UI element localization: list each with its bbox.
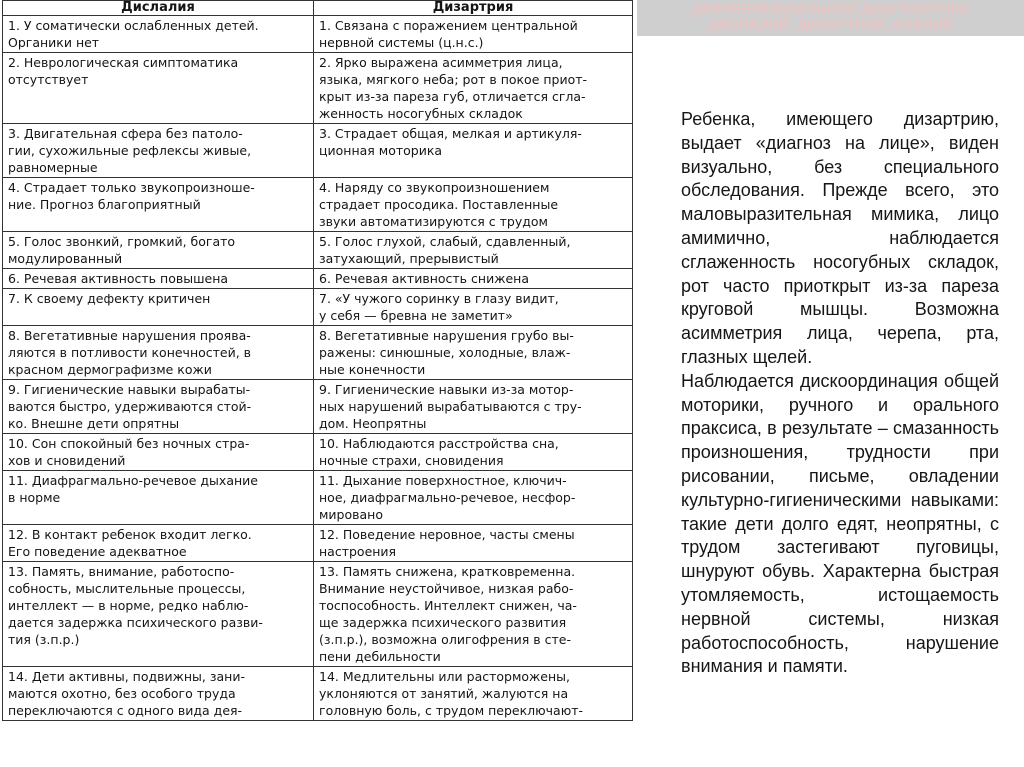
- cell-dyslalia: 9. Гигиенические навыки вырабаты- ваются быстро, удерживаются стой- ко. Внешне дети опрятны: [3, 380, 314, 434]
- comparison-table: [2, 0, 633, 721]
- cell-dyslalia: 4. Страдает только звукопроизноше- ние. Прогноз благоприятный: [3, 178, 314, 232]
- cell-dysarthria: 8. Вегетативные нарушения грубо вы- ражены: синюшные, холодные, влаж- ные конечности: [314, 326, 633, 380]
- table-row: [3, 269, 633, 289]
- table-row: [3, 434, 633, 471]
- cell-dysarthria: 1. Связана с поражением центральной нервной системы (ц.н.с.): [314, 16, 633, 53]
- cell-dyslalia: 11. Диафрагмально-речевое дыхание в норме: [3, 471, 314, 525]
- cell-dyslalia: 13. Память, внимание, работоспо- собность, мыслительные процессы, интеллект — в норме, редко наблю- дается задержка психического разви- тия (з.п.р.): [3, 562, 314, 667]
- table-row: [3, 326, 633, 380]
- table-row: [3, 178, 633, 232]
- column-header-dyslalia: Дислалия: [3, 1, 314, 16]
- table-row: [3, 16, 633, 53]
- cell-dysarthria: 13. Память снижена, кратковременна. Внимание неустойчивое, низкая рабо- тоспособность. Интеллект снижен, ча- ще задержка психического развития (з.п.р.), возможна олигофрения в сте- пени дебильности: [314, 562, 633, 667]
- table-body: [3, 16, 633, 721]
- table-row: [3, 124, 633, 178]
- table-header-row: [3, 1, 633, 16]
- cell-dyslalia: 7. К своему дефекту критичен: [3, 289, 314, 326]
- description-paragraph-1: Ребенка, имеющего дизартрию, выдает «диагноз на лице», виден визуально, без специального обследования. Прежде всего, это маловыразительная мимика, лицо амимично, наблюдается сглаженность носогубных складок, рот часто приоткрыт из-за пареза круговой мышцы. Возможна асимметрия лица, черепа, рта, глазных щелей.: [681, 109, 999, 367]
- cell-dyslalia: 6. Речевая активность повышена: [3, 269, 314, 289]
- table-row: [3, 525, 633, 562]
- cell-dysarthria: 7. «У чужого соринку в глазу видит, у себя — бревна не заметит»: [314, 289, 633, 326]
- cell-dysarthria: 9. Гигиенические навыки из-за мотор- ных нарушений вырабатываются с тру- дом. Неопрятны: [314, 380, 633, 434]
- cell-dysarthria: 5. Голос глухой, слабый, сдавленный, затухающий, прерывистый: [314, 232, 633, 269]
- description-paragraph-2: Наблюдается дискоординация общей моторики, ручного и орального праксиса, в результате – смазанность произношения, трудности при рисовании, письме, овладении культурно-гигиеническими навыками: такие дети долго едят, неопрятны, с трудом застегивают пуговицы, шнуруют обувь. Характерна быстрая утомляемость, истощаемость нервной системы, низкая работоспособность, нарушение внимания и памяти.: [681, 370, 999, 677]
- slide-title-line-1: ДИФФЕРЕНЦИАЛЬНАЯ ДИАГНОСТИКА: [692, 2, 969, 18]
- cell-dysarthria: 11. Дыхание поверхностное, ключич- ное, диафрагмально-речевое, несфор- мировано: [314, 471, 633, 525]
- table-row: [3, 289, 633, 326]
- description-text-block: [681, 108, 999, 679]
- cell-dysarthria: 10. Наблюдаются расстройства сна, ночные страхи, сновидения: [314, 434, 633, 471]
- cell-dysarthria: 4. Наряду со звукопроизношением страдает просодика. Поставленные звуки автоматизируются с трудом: [314, 178, 633, 232]
- table-row: [3, 471, 633, 525]
- cell-dyslalia: 12. В контакт ребенок входит легко. Его поведение адекватное: [3, 525, 314, 562]
- column-header-dysarthria: Дизартрия: [314, 1, 633, 16]
- table-row: [3, 53, 633, 124]
- slide-title-banner: [637, 0, 1024, 36]
- table-row: [3, 380, 633, 434]
- cell-dyslalia: 2. Неврологическая симптоматика отсутствует: [3, 53, 314, 124]
- cell-dyslalia: 8. Вегетативные нарушения проява- ляются в потливости конечностей, в красном дермографизме кожи: [3, 326, 314, 380]
- cell-dyslalia: 3. Двигательная сфера без патоло- гии, сухожильные рефлексы живые, равномерные: [3, 124, 314, 178]
- cell-dysarthria: 12. Поведение неровное, часты смены настроения: [314, 525, 633, 562]
- comparison-table-wrapper: [2, 0, 634, 767]
- slide-title-line-2: ДИСЛАЛИЙ, ДИЗАРТРИЙ, АЛАЛИЙ: [707, 18, 954, 34]
- cell-dyslalia: 14. Дети активны, подвижны, зани- маются охотно, без особого труда переключаются с одного вида дея-: [3, 667, 314, 721]
- table-row: [3, 667, 633, 721]
- table-row: [3, 562, 633, 667]
- cell-dyslalia: 10. Сон спокойный без ночных стра- хов и сновидений: [3, 434, 314, 471]
- cell-dysarthria: 14. Медлительны или расторможены, уклоняются от занятий, жалуются на головную боль, с трудом переключают-: [314, 667, 633, 721]
- cell-dysarthria: 3. Страдает общая, мелкая и артикуля- ционная моторика: [314, 124, 633, 178]
- cell-dysarthria: 2. Ярко выражена асимметрия лица, языка, мягкого неба; рот в покое приот- крыт из-за пареза губ, отличается сгла- женность носогубных складок: [314, 53, 633, 124]
- cell-dysarthria: 6. Речевая активность снижена: [314, 269, 633, 289]
- cell-dyslalia: 1. У соматически ослабленных детей. Органики нет: [3, 16, 314, 53]
- cell-dyslalia: 5. Голос звонкий, громкий, богато модулированный: [3, 232, 314, 269]
- table-row: [3, 232, 633, 269]
